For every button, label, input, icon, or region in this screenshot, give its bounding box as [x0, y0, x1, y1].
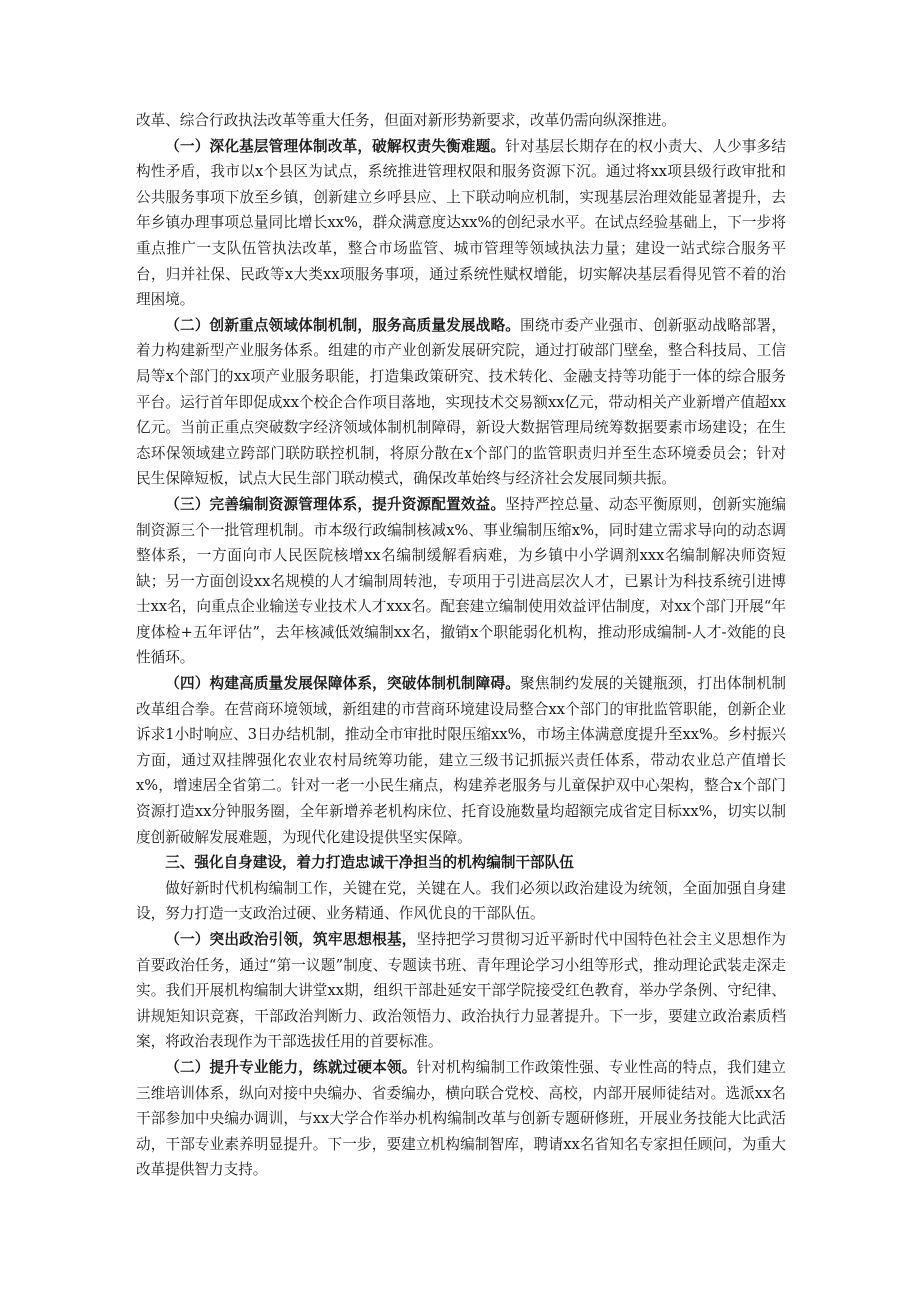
paragraph-lead: （二）创新重点领域体制机制，服务高质量发展战略。	[165, 316, 521, 334]
paragraph-section-2-3	[136, 492, 786, 671]
paragraph-text: 针对机构编制工作政策性强、专业性高的特点，我们建立三维培训体系，纵向对接中央编办、省委编办，横向联合党校、高校，内部开展师徒结对。选派xx名干部参加中央编办调训，与xx大学合作举办机构编制改革与创新专题研修班，开展业务技能大比武活动，干部专业素养明显提升。下一步，要建立机构编制智库，聘请xx名省知名专家担任顾问，为重大改革提供智力支持。	[136, 1058, 786, 1179]
paragraph-section-3-1	[136, 927, 786, 1055]
paragraph-text: 坚持严控总量、动态平衡原则，创新实施编制资源三个一批管理机制。市本级行政编制核减x%、事业编制压缩x%，同时建立需求导向的动态调整体系，一方面向市人民医院核增xx名编制缓解看病难，为乡镇中小学调剂xxx名编制解决师资短缺；另一方面创设xx名规模的人才编制周转池，专项用于引进高层次人才，已累计为科技系统引进博士xx名，向重点企业输送专业技术人才xxx名。配套建立编制使用效益评估制度，对xx个部门开展“年度体检+五年评估”，去年核减低效编制xx名，撤销x个职能弱化机构，推动形成编制-人才-效能的良性循环。	[136, 495, 786, 667]
paragraph-lead: （一）深化基层管理体制改革，破解权责失衡难题。	[165, 137, 506, 155]
paragraph-text: 围绕市委产业强市、创新驱动战略部署，着力构建新型产业服务体系。组建的市产业创新发展研究院，通过打破部门壁垒，整合科技局、工信局等x个部门的xx项产业服务职能，打造集政策研究、技术转化、金融支持等功能于一体的综合服务平台。运行首年即促成xx个校企合作项目落地，实现技术交易额xx亿元，带动相关产业新增产值超xx亿元。当前正重点突破数字经济领域体制机制障碍，新设大数据管理局统筹数据要素市场建设；在生态环保领域建立跨部门联防联控机制，将原分散在x个部门的监管职责归并至生态环境委员会；针对民生保障短板，试点大民生部门联动模式，确保改革始终与经济社会发展同频共振。	[136, 316, 786, 488]
paragraph-text: 坚持把学习贯彻习近平新时代中国特色社会主义思想作为首要政治任务，通过“第一议题”制度、专题读书班、青年理论学习小组等形式，推动理论武装走深走实。我们开展机构编制大讲堂xx期，组织干部赴延安干部学院接受红色教育，举办学条例、守纪律、讲规矩知识竞赛，干部政治判断力、政治领悟力、政治执行力显著提升。下一步，要建立政治素质档案，将政治表现作为干部选拔任用的首要标准。	[136, 931, 786, 1051]
paragraph-text: 聚焦制约发展的关键瓶颈，打出体制机制改革组合拳。在营商环境领域，新组建的市营商环境建设局整合xx个部门的审批监管职能，创新企业诉求1小时响应、3日办结机制，推动全市审批时限压缩xx%，市场主体满意度提升至xx%。乡村振兴方面，通过双挂牌强化农业农村局统筹功能，建立三级书记抓振兴责任体系，带动农业总产值增长x%，增速居全省第二。针对一老一小民生痛点，构建养老服务与儿童保护双中心架构，整合x个部门资源打造xx分钟服务圈，全年新增养老机构床位、托育设施数量均超额完成省定目标xx%，切实以制度创新破解发展难题，为现代化建设提供坚实保障。	[136, 675, 786, 846]
paragraph-lead: （二）提升专业能力，练就过硬本领。	[165, 1058, 417, 1076]
document-body	[136, 108, 786, 1183]
paragraph-text: 改革、综合行政执法改革等重大任务，但面对新形势新要求，改革仍需向纵深推进。	[136, 112, 676, 129]
paragraph-section-3-2	[136, 1055, 786, 1183]
section-heading-3: 三、强化自身建设，着力打造忠诚干净担当的机构编制干部队伍	[165, 854, 574, 872]
paragraph-intro-continuation	[136, 108, 786, 134]
paragraph-text: 针对基层长期存在的权小责大、人少事多结构性矛盾，我市以x个县区为试点，系统推进管理权限和服务资源下沉。通过将xx项县级行政审批和公共服务事项下放至乡镇，创新建立乡呼县应、上下联动响应机制，实现基层治理效能显著提升，去年乡镇办理事项总量同比增长xx%，群众满意度达xx%的创纪录水平。在试点经验基础上，下一步将重点推广一支队伍管执法改革，整合市场监管、城市管理等领域执法力量；建设一站式综合服务平台，归并社保、民政等x大类xx项服务事项，通过系统性赋权增能，切实解决基层看得见管不着的治理困境。	[136, 137, 786, 309]
paragraph-section-2-2	[136, 313, 786, 492]
paragraph-text: 做好新时代机构编制工作，关键在党，关键在人。我们必须以政治建设为统领，全面加强自身建设，努力打造一支政治过硬、业务精通、作风优良的干部队伍。	[136, 879, 786, 923]
paragraph-lead: （三）完善编制资源管理体系，提升资源配置效益。	[165, 495, 506, 513]
paragraph-lead: （一）突出政治引领，筑牢思想根基，	[165, 931, 417, 948]
paragraph-section-2-1	[136, 134, 786, 313]
paragraph-lead: （四）构建高质量发展保障体系，突破体制机制障碍。	[165, 675, 521, 693]
paragraph-section-3-intro	[136, 876, 786, 927]
paragraph-section-2-4	[136, 671, 786, 850]
